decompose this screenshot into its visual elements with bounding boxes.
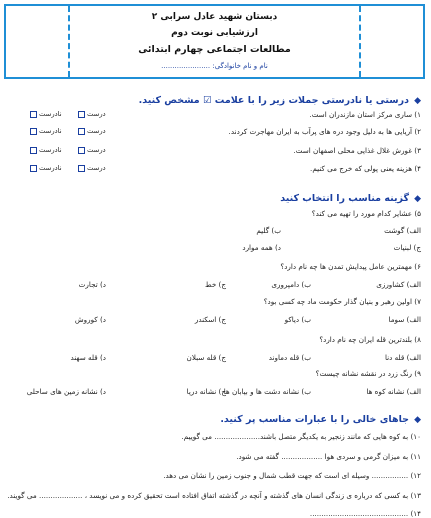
false-label: نادرست (39, 127, 62, 135)
checkbox-icon[interactable] (78, 128, 85, 135)
checkbox-icon[interactable] (30, 111, 37, 118)
fill-question: ۱۳) به کسی که درباره ی زندگی انسان های گذشته و آنچه در گذشته اتفاق افتاده است تحقیق کرده و می نویسد ، ................... می گویند. (7, 491, 421, 500)
false-option[interactable] (30, 164, 62, 172)
name-field-line: نام و نام خانوادگی: ...................... (161, 62, 268, 70)
mc-option[interactable]: ب) دامپروری (271, 280, 311, 289)
checkbox-icon[interactable] (78, 165, 85, 172)
section2-heading (280, 186, 421, 205)
mc-question: ۶) مهمترین عامل پیدایش تمدن ها چه نام دارد؟ (280, 262, 421, 271)
mc-option[interactable]: ب) گلیم (256, 226, 281, 235)
true-option[interactable] (78, 146, 106, 154)
mc-option[interactable]: الف) گوشت (384, 226, 421, 235)
diamond-bullet-icon: ◆ (414, 194, 421, 204)
false-option[interactable] (30, 146, 62, 154)
mc-option[interactable]: الف) نشانه کوه ها (366, 387, 421, 396)
diamond-bullet-icon: ◆ (414, 96, 421, 106)
checkbox-icon[interactable] (78, 147, 85, 154)
mc-option[interactable]: ج) خط (205, 280, 226, 289)
checkbox-icon[interactable] (30, 165, 37, 172)
fill-question: ۱۴) ........................................... (309, 509, 421, 518)
false-label: نادرست (39, 110, 62, 118)
section3-heading (220, 407, 421, 426)
tf-question: ۱) ساری مرکز استان مازندران است. (309, 110, 421, 119)
section1-title: درستی یا نادرستی جملات زیر را با علامت ☑ مشخص کنید. (138, 95, 409, 106)
false-label: نادرست (39, 146, 62, 154)
section2-title: گزینه مناسب را انتخاب کنید (280, 193, 409, 204)
checkbox-icon[interactable] (30, 147, 37, 154)
mc-option[interactable]: د) کوروش (74, 315, 106, 324)
false-option[interactable] (30, 127, 62, 135)
fill-question: ۱۱) به میزان گرمی و سردی هوا .................. گفته می شود. (236, 452, 421, 461)
mc-option[interactable]: ج) لبنیات (393, 243, 421, 252)
checkbox-icon[interactable] (30, 128, 37, 135)
tf-question: ۳) غورش غلال غذایی محلی اصفهان است. (293, 146, 421, 155)
checkbox-icon[interactable] (78, 111, 85, 118)
section1-heading (139, 88, 421, 107)
mc-option[interactable]: ج) نشانه دریا (186, 387, 226, 396)
mc-option[interactable]: د) تجارت (78, 280, 106, 289)
tf-question: ۲) آریایی ها به دلیل وجود دره های پرآب به ایران مهاجرت کردند. (228, 127, 421, 136)
fill-question: ۱۲) ................ وسیله ای است که جهت قطب شمال و جنوب زمین را نشان می دهد. (163, 471, 421, 480)
true-option[interactable] (78, 164, 106, 172)
mc-option[interactable]: ب) نشانه دشت ها و بیابان ها (223, 387, 311, 396)
mc-question: ۸) بلندترین قله ایران چه نام دارد؟ (319, 335, 421, 344)
true-label: درست (87, 110, 106, 118)
fill-question: ۱۰) به کوه هایی که مانند زنجیر به یکدیگر متصل باشند.................... می گوییم. (181, 432, 421, 441)
mc-option[interactable]: ج) اسکندر (194, 315, 226, 324)
mc-option[interactable]: د) نشانه زمین های ساحلی (26, 387, 106, 396)
true-label: درست (87, 164, 106, 172)
true-label: درست (87, 127, 106, 135)
school-name: دبستان شهید عادل سرابی ۲ (151, 12, 278, 22)
false-label: نادرست (39, 164, 62, 172)
mc-option[interactable]: الف) سوما (388, 315, 421, 324)
false-option[interactable] (30, 110, 62, 118)
mc-option[interactable]: الف) قله دنا (384, 353, 421, 362)
exam-title: ارزشیابی نوبت دوم (171, 28, 258, 38)
true-label: درست (87, 146, 106, 154)
mc-option[interactable]: الف) کشاورزی (376, 280, 421, 289)
mc-question: ۹) رنگ زرد در نقشه نشانه چیست؟ (315, 369, 421, 378)
true-option[interactable] (78, 127, 106, 135)
mc-option[interactable]: ج) قله سبلان (186, 353, 226, 362)
mc-question: ۵) عشایر کدام مورد را تهیه می کند؟ (311, 209, 421, 218)
mc-question: ۷) اولین رهبر و بنیان گذار حکومت ماد چه کسی بود؟ (263, 297, 421, 306)
mc-option[interactable]: د) قله سهند (70, 353, 106, 362)
mc-option[interactable]: د) همه موارد (242, 243, 281, 252)
mc-option[interactable]: ب) دیاکو (284, 315, 311, 324)
tf-question: ۴) هزینه یعنی پولی که خرج می کنیم. (310, 164, 421, 173)
true-option[interactable] (78, 110, 106, 118)
diamond-bullet-icon: ◆ (414, 415, 421, 425)
mc-option[interactable]: ب) قله دماوند (268, 353, 311, 362)
section3-title: جاهای خالی را با عبارات مناسب پر کنید. (220, 414, 409, 425)
subject-title: مطالعات اجتماعی چهارم ابتدائی (138, 44, 291, 55)
header-box (4, 4, 425, 79)
